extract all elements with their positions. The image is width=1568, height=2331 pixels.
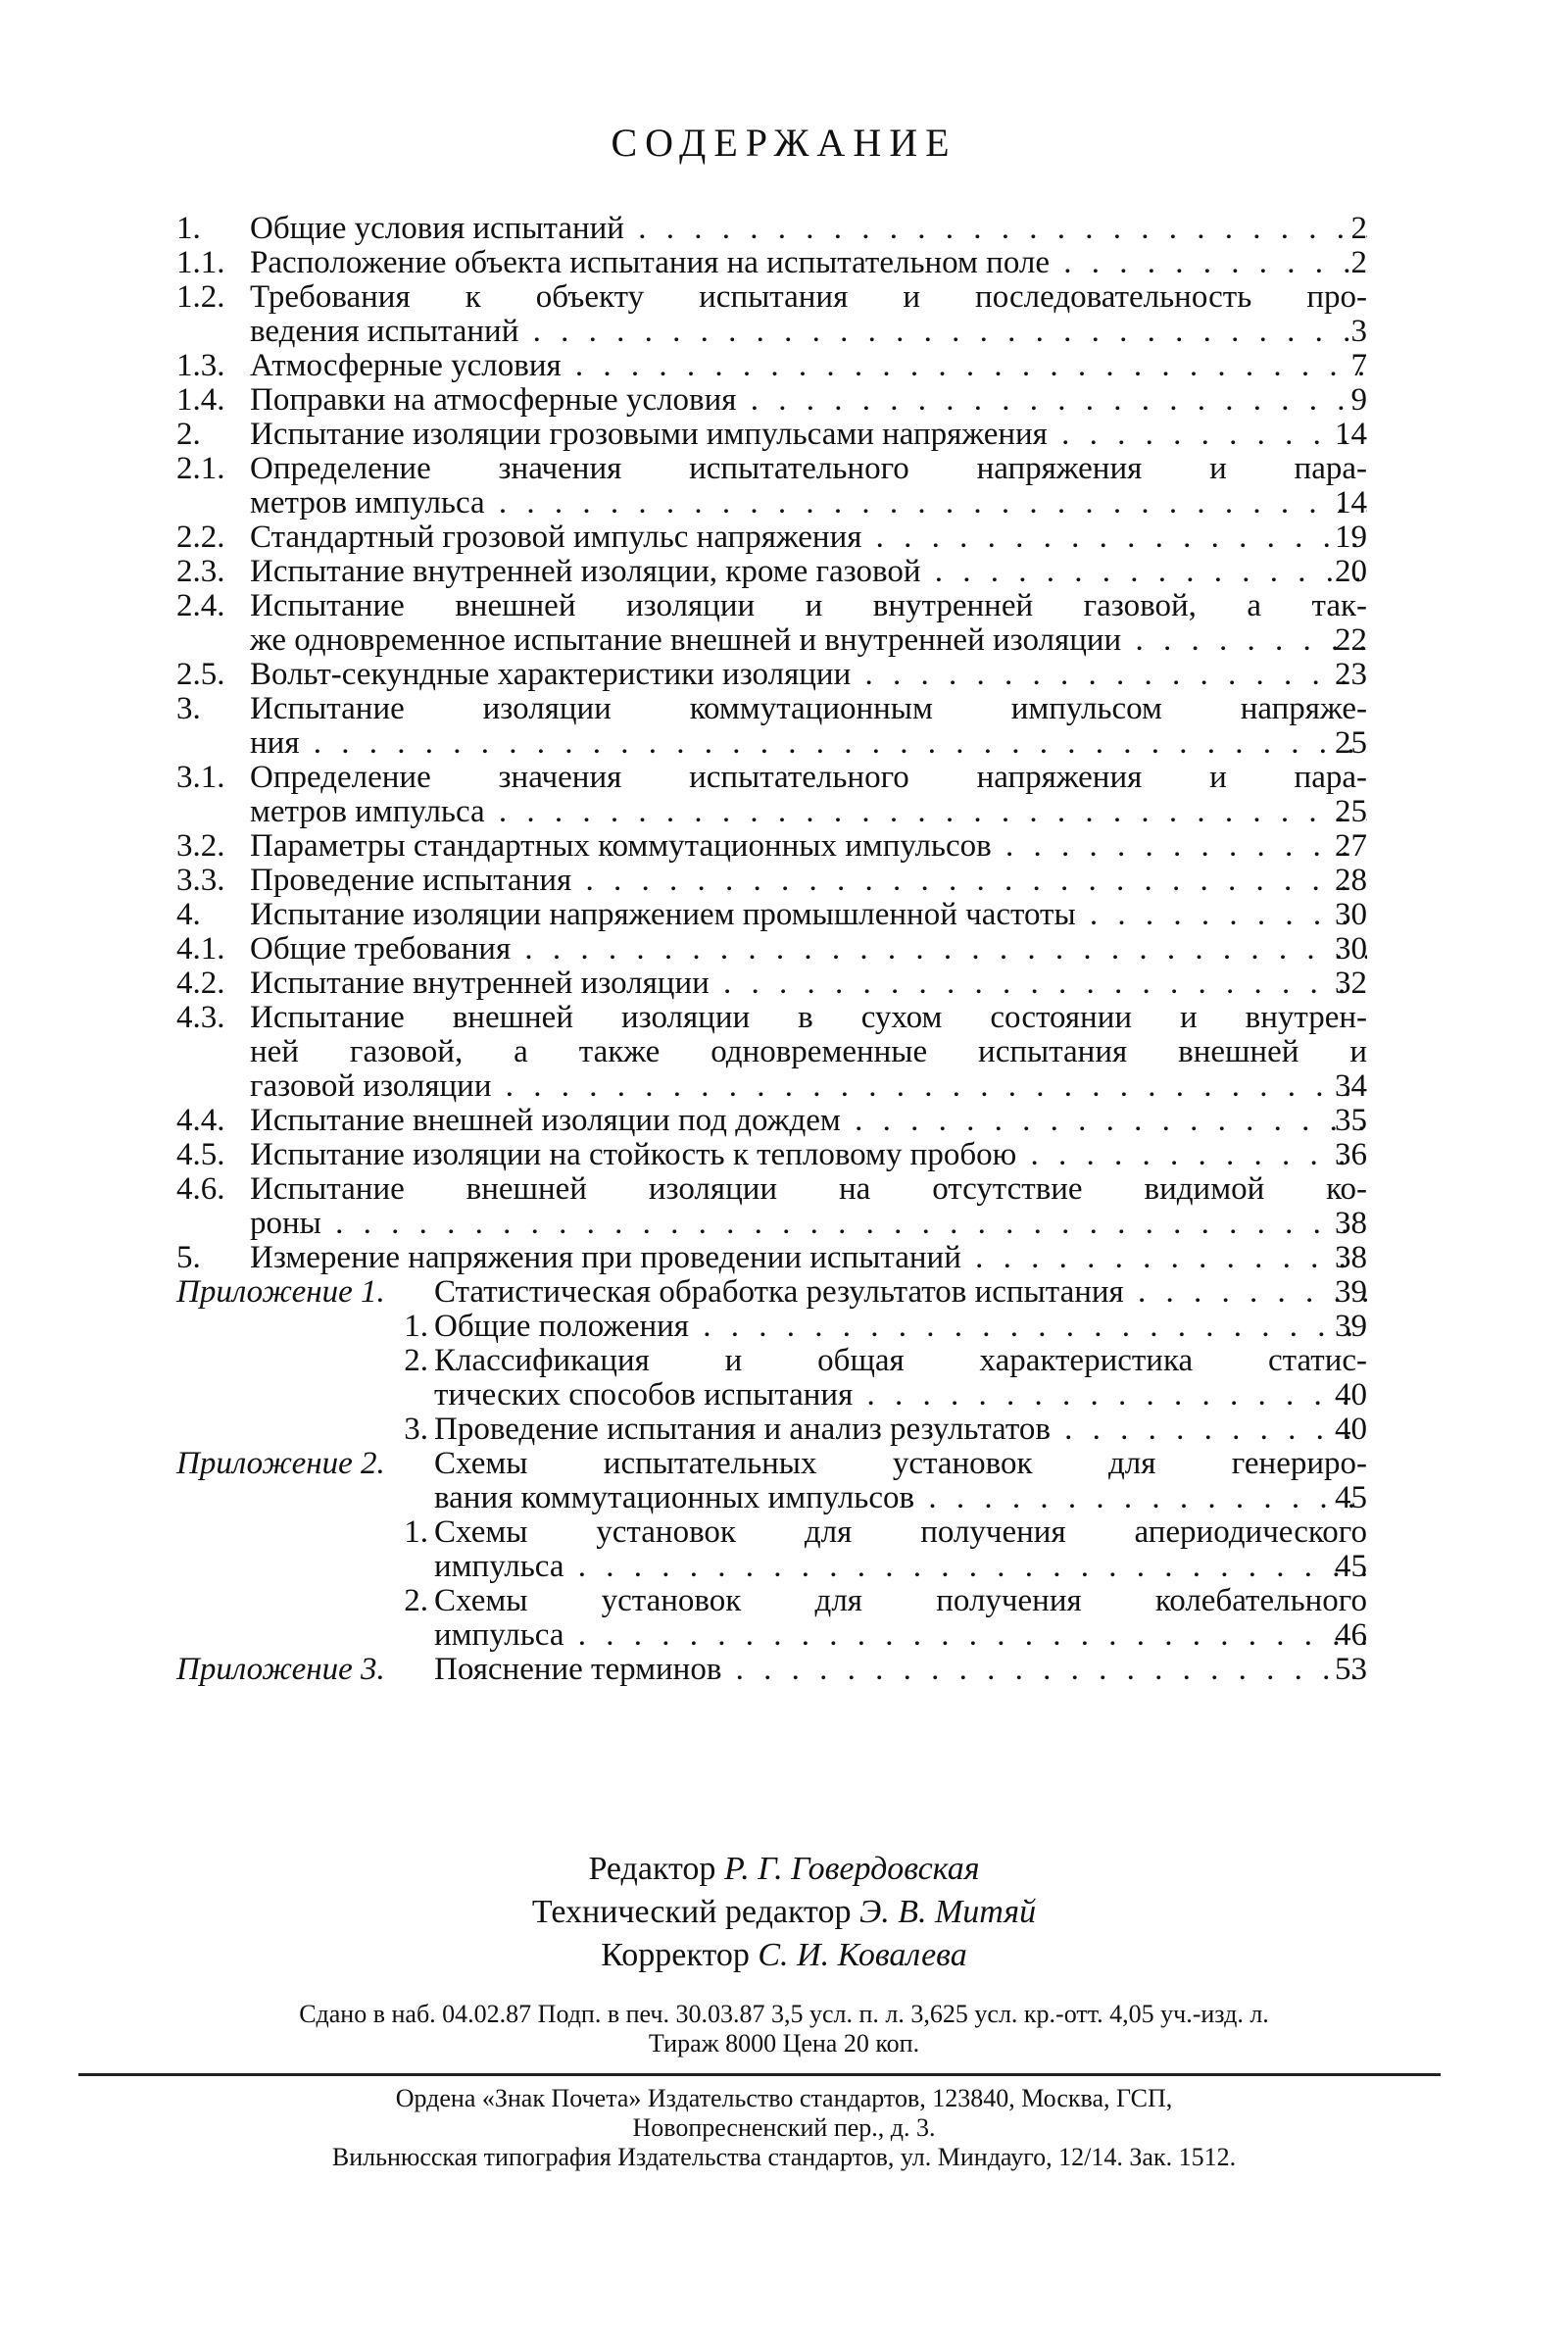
- toc-line: [176, 692, 1367, 726]
- editor-label: Редактор: [588, 1851, 716, 1887]
- toc-page-number: 23: [1335, 657, 1367, 692]
- toc-entry-number: 1.: [176, 211, 201, 246]
- toc-entry-number: 2.3.: [176, 554, 225, 589]
- toc-entry: [176, 246, 1367, 280]
- toc-line: [176, 1413, 1367, 1447]
- toc-line: [176, 1344, 1367, 1378]
- toc-line: [176, 212, 1367, 246]
- toc-entry: [176, 1310, 1367, 1344]
- toc-entry: [176, 1104, 1367, 1138]
- toc-page-number: 40: [1335, 1377, 1367, 1413]
- toc-entry: [176, 1172, 1367, 1241]
- page-title: СОДЕРЖАНИЕ: [611, 121, 957, 165]
- toc-entry-title: ведения испытаний . . .: [250, 315, 1367, 349]
- toc-entry: [176, 1241, 1367, 1275]
- toc-entry-title: Общие условия испытаний . . .: [250, 212, 1367, 246]
- toc-page-number: 45: [1335, 1549, 1367, 1584]
- toc-entry-title: газовой изоляции . . .: [250, 1069, 1367, 1104]
- toc-entry-number: 4.3.: [176, 1000, 225, 1035]
- toc-line: [176, 623, 1367, 658]
- toc-entry-title: Измерение напряжения при проведении испытаний . . .: [250, 1241, 1367, 1275]
- toc-entry-title: Параметры стандартных коммутационных импульсов . . .: [250, 829, 1367, 864]
- toc-line: [176, 1275, 1367, 1310]
- toc-entry: [176, 1515, 1367, 1584]
- toc-entry-title: Классификация и общая характеристика статис-: [434, 1344, 1367, 1378]
- toc-line: [176, 589, 1367, 623]
- toc-entry-number: 3.3.: [176, 863, 225, 898]
- toc-line: [176, 1069, 1367, 1104]
- toc-line: [176, 315, 1367, 349]
- toc-page-number: 27: [1335, 828, 1367, 864]
- toc-line: [176, 349, 1367, 383]
- toc-line: [176, 1447, 1367, 1481]
- toc-page-number: 38: [1335, 1240, 1367, 1275]
- toc-entry-number: 2.4.: [176, 588, 225, 623]
- toc-line: [176, 452, 1367, 486]
- toc-line: [176, 1618, 1367, 1653]
- toc-line: [176, 1138, 1367, 1172]
- toc-entry: [176, 1413, 1367, 1447]
- tech-editor-name: Э. В. Митяй: [858, 1894, 1037, 1930]
- toc-entry: [176, 1447, 1367, 1515]
- toc-entry: [176, 692, 1367, 761]
- toc-entry-title: ния . . .: [250, 726, 1367, 761]
- toc-entry: [176, 864, 1367, 898]
- corrector-name: С. И. Ковалева: [758, 1937, 967, 1973]
- toc-entry-number: 2.: [176, 417, 201, 452]
- toc-entry-title: Проведение испытания и анализ результатов . . .: [434, 1413, 1367, 1447]
- toc-page-number: 36: [1335, 1137, 1367, 1172]
- toc-entry-number: 2.2.: [176, 520, 225, 555]
- toc-entry: [176, 452, 1367, 521]
- toc-entry-title: ней газовой, а также одновременные испытания внешней и: [250, 1035, 1367, 1069]
- annex-sub-number: 2.: [404, 1343, 428, 1378]
- toc-entry: [176, 521, 1367, 555]
- toc-page-number: 30: [1335, 931, 1367, 967]
- annex-sub-number: 1.: [404, 1514, 428, 1550]
- toc-entry-title: Испытание изоляции на стойкость к тепловому пробою . . .: [250, 1138, 1367, 1172]
- table-of-contents: [176, 212, 1367, 1687]
- imprint-line-1: Сдано в наб. 04.02.87 Подп. в печ. 30.03.87 3,5 усл. п. л. 3,625 усл. кр.-отт. 4,05 уч.-изд. л.: [299, 2000, 1269, 2028]
- toc-entry-title: Определение значения испытательного напряжения и пара-: [250, 452, 1367, 486]
- toc-line: [176, 1001, 1367, 1035]
- toc-line: [176, 1584, 1367, 1618]
- corrector-line: [0, 1934, 1568, 1977]
- toc-entry-number: 1.1.: [176, 245, 225, 280]
- toc-entry-title: Испытание внешней изоляции и внутренней газовой, а так-: [250, 589, 1367, 623]
- annex-label: Приложение 1.: [176, 1274, 385, 1310]
- toc-entry-title: Вольт-секундные характеристики изоляции . . .: [250, 658, 1367, 692]
- toc-entry: [176, 280, 1367, 349]
- toc-entry-title: Общие положения . . .: [434, 1310, 1367, 1344]
- toc-entry-number: 4.2.: [176, 966, 225, 1001]
- editor-name: Р. Г. Говердовская: [723, 1851, 980, 1887]
- toc-page-number: 39: [1335, 1274, 1367, 1310]
- toc-entry-title: Испытание внешней изоляции в сухом состоянии и внутрен-: [250, 1001, 1367, 1035]
- divider: [78, 2073, 1441, 2076]
- annex-sub-number: 1.: [404, 1309, 428, 1344]
- toc-entry: [176, 1138, 1367, 1172]
- toc-entry-title: Расположение объекта испытания на испытательном поле . . .: [250, 246, 1367, 280]
- toc-page-number: 46: [1335, 1617, 1367, 1653]
- publisher-line-1: Ордена «Знак Почета» Издательство стандартов, 123840, Москва, ГСП,: [395, 2084, 1173, 2112]
- toc-line: [176, 486, 1367, 521]
- toc-entry-title: Поправки на атмосферные условия . . .: [250, 383, 1367, 418]
- toc-entry-title: Схемы установок для получения колебательного: [434, 1584, 1367, 1618]
- toc-entry-number: 1.4.: [176, 382, 225, 418]
- toc-entry-number: 3.1.: [176, 760, 225, 795]
- toc-page-number: 25: [1335, 725, 1367, 761]
- annex-sub-number: 3.: [404, 1412, 428, 1447]
- toc-entry-number: 1.2.: [176, 279, 225, 315]
- annex-label: Приложение 3.: [176, 1652, 385, 1687]
- toc-line: [176, 418, 1367, 452]
- toc-page-number: 25: [1335, 794, 1367, 829]
- imprint-line-2: Тираж 8000 Цена 20 коп.: [648, 2029, 920, 2058]
- toc-page-number: 7: [1350, 348, 1367, 383]
- toc-page-number: 20: [1335, 554, 1367, 589]
- toc-entry-title: Испытание изоляции напряжением промышленной частоты . . .: [250, 898, 1367, 932]
- toc-page-number: 9: [1350, 382, 1367, 418]
- toc-entry-number: 3.2.: [176, 828, 225, 864]
- toc-page-number: 38: [1335, 1206, 1367, 1241]
- toc-entry: [176, 1344, 1367, 1413]
- toc-page-number: 22: [1335, 622, 1367, 658]
- toc-line: [176, 726, 1367, 761]
- toc-entry: [176, 555, 1367, 589]
- toc-entry: [176, 212, 1367, 246]
- toc-line: [176, 1481, 1367, 1515]
- toc-entry-title: Испытание внутренней изоляции . . .: [250, 967, 1367, 1001]
- toc-line: [176, 1241, 1367, 1275]
- toc-line: [176, 555, 1367, 589]
- toc-line: [176, 658, 1367, 692]
- corrector-label: Корректор: [601, 1937, 750, 1973]
- toc-entry-number: 4.: [176, 897, 201, 932]
- toc-page-number: 28: [1335, 863, 1367, 898]
- toc-entry: [176, 418, 1367, 452]
- tech-editor-line: [0, 1891, 1568, 1934]
- toc-entry-title: тических способов испытания . . .: [434, 1378, 1367, 1413]
- publisher-block: [78, 2084, 1490, 2172]
- publisher-line-3: Вильнюсская типография Издательства стандартов, ул. Миндауго, 12/14. Зак. 1512.: [331, 2143, 1237, 2171]
- toc-page-number: 14: [1335, 485, 1367, 521]
- toc-entry-title: Испытание изоляции коммутационным импульсом напряже-: [250, 692, 1367, 726]
- toc-page-number: 34: [1335, 1068, 1367, 1104]
- toc-line: [176, 864, 1367, 898]
- toc-line: [176, 1207, 1367, 1241]
- toc-page-number: 14: [1335, 417, 1367, 452]
- annex-label: Приложение 2.: [176, 1446, 385, 1481]
- toc-entry-number: 1.3.: [176, 348, 225, 383]
- toc-entry-title: Пояснение терминов . . .: [434, 1653, 1367, 1687]
- toc-entry-number: 4.5.: [176, 1137, 225, 1172]
- toc-entry-title: же одновременное испытание внешней и внутренней изоляции . . .: [250, 623, 1367, 658]
- toc-entry-title: метров импульса . . .: [250, 486, 1367, 521]
- toc-entry-title: Атмосферные условия . . .: [250, 349, 1367, 383]
- toc-entry-title: Испытание изоляции грозовыми импульсами напряжения . . .: [250, 418, 1367, 452]
- toc-entry-title: вания коммутационных импульсов . . .: [434, 1481, 1367, 1515]
- toc-line: [176, 898, 1367, 932]
- toc-entry: [176, 967, 1367, 1001]
- toc-entry: [176, 589, 1367, 658]
- toc-page-number: 19: [1335, 520, 1367, 555]
- toc-entry-title: Испытание внутренней изоляции, кроме газовой . . .: [250, 555, 1367, 589]
- toc-line: [176, 1550, 1367, 1584]
- toc-entry-number: 4.1.: [176, 931, 225, 967]
- toc-entry-title: роны . . .: [250, 1207, 1367, 1241]
- toc-line: [176, 521, 1367, 555]
- toc-entry: [176, 829, 1367, 864]
- toc-line: [176, 967, 1367, 1001]
- tech-editor-label: Технический редактор: [531, 1894, 852, 1930]
- toc-entry-title: Общие требования . . .: [250, 932, 1367, 967]
- credits-block: [0, 1848, 1568, 1977]
- toc-entry-title: Определение значения испытательного напряжения и пара-: [250, 761, 1367, 795]
- toc-line: [176, 1310, 1367, 1344]
- toc-entry: [176, 932, 1367, 967]
- toc-entry: [176, 1001, 1367, 1104]
- toc-line: [176, 1035, 1367, 1069]
- toc-entry-number: 2.1.: [176, 451, 225, 486]
- toc-line: [176, 1515, 1367, 1550]
- toc-line: [176, 246, 1367, 280]
- toc-line: [176, 280, 1367, 315]
- toc-page-number: 2: [1350, 211, 1367, 246]
- toc-entry-number: 3.: [176, 691, 201, 726]
- toc-entry: [176, 658, 1367, 692]
- toc-line: [176, 1378, 1367, 1413]
- toc-entry: [176, 1275, 1367, 1310]
- toc-entry-title: импульса . . .: [434, 1550, 1367, 1584]
- toc-entry: [176, 349, 1367, 383]
- toc-entry-number: 5.: [176, 1240, 201, 1275]
- toc-page-number: 40: [1335, 1412, 1367, 1447]
- toc-line: [176, 932, 1367, 967]
- toc-entry-title: Проведение испытания . . .: [250, 864, 1367, 898]
- toc-entry-number: 2.5.: [176, 657, 225, 692]
- toc-entry-title: Стандартный грозовой импульс напряжения . . .: [250, 521, 1367, 555]
- toc-page-number: 32: [1335, 966, 1367, 1001]
- toc-entry-title: Схемы испытательных установок для генериро-: [434, 1447, 1367, 1481]
- toc-page-number: 39: [1335, 1309, 1367, 1344]
- toc-page-number: 45: [1335, 1480, 1367, 1515]
- toc-line: [176, 1653, 1367, 1687]
- toc-entry-title: Испытание внешней изоляции под дождем . . .: [250, 1104, 1367, 1138]
- toc-line: [176, 1104, 1367, 1138]
- toc-entry-number: 4.4.: [176, 1103, 225, 1138]
- toc-line: [176, 829, 1367, 864]
- toc-entry: [176, 383, 1367, 418]
- toc-entry: [176, 898, 1367, 932]
- toc-page-number: 35: [1335, 1103, 1367, 1138]
- publisher-line-2: Новопресненский пер., д. 3.: [632, 2113, 936, 2142]
- toc-entry-title: метров импульса . . .: [250, 795, 1367, 829]
- toc-entry-title: Требования к объекту испытания и последовательность про-: [250, 280, 1367, 315]
- toc-line: [176, 795, 1367, 829]
- toc-line: [176, 383, 1367, 418]
- imprint-block: [78, 2000, 1490, 2058]
- toc-entry-title: импульса . . .: [434, 1618, 1367, 1653]
- toc-entry-title: Статистическая обработка результатов испытания . . .: [434, 1275, 1367, 1310]
- toc-entry-title: Испытание внешней изоляции на отсутствие видимой ко-: [250, 1172, 1367, 1207]
- toc-line: [176, 761, 1367, 795]
- editor-line: [0, 1848, 1568, 1891]
- toc-page-number: 2: [1350, 245, 1367, 280]
- toc-line: [176, 1172, 1367, 1207]
- toc-entry: [176, 1584, 1367, 1653]
- toc-page-number: 53: [1335, 1652, 1367, 1687]
- toc-entry-title: Схемы установок для получения апериодического: [434, 1515, 1367, 1550]
- toc-page-number: 3: [1350, 314, 1367, 349]
- toc-entry: [176, 1653, 1367, 1687]
- toc-entry-number: 4.6.: [176, 1171, 225, 1207]
- toc-entry: [176, 761, 1367, 829]
- annex-sub-number: 2.: [404, 1583, 428, 1618]
- toc-page-number: 30: [1335, 897, 1367, 932]
